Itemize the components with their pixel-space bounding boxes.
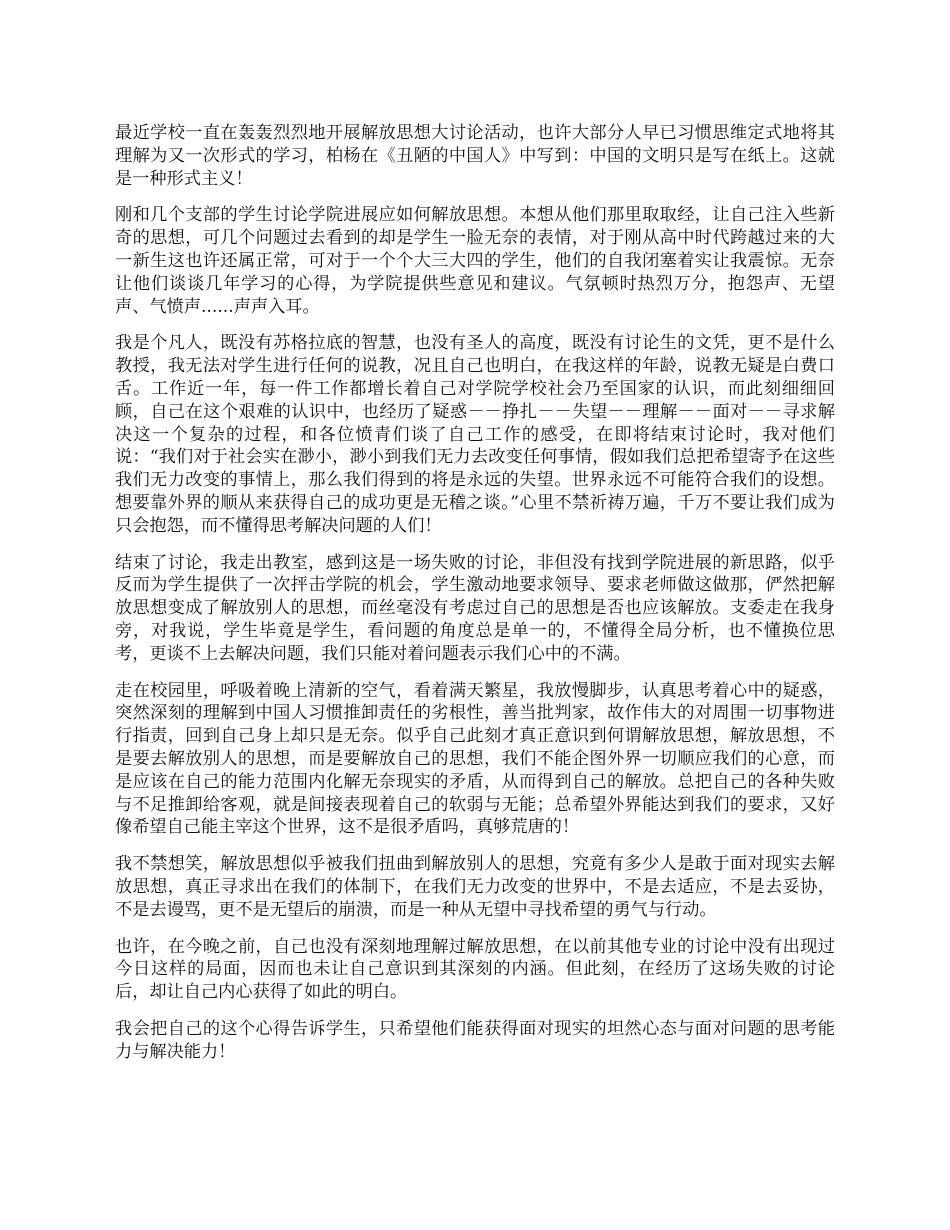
paragraph-6: 我不禁想笑，解放思想似乎被我们扭曲到解放别人的思想，究竟有多少人是敢于面对现实去解放思想，真正寻求出在我们的体制下，在我们无力改变的世界中，不是去适应，不是去妥协，不是去谩骂，更不是无望后的崩溃，而是一种从无望中寻找希望的勇气与行动。 [115,854,835,920]
document-body [115,122,835,1077]
paragraph-5: 走在校园里，呼吸着晚上清新的空气，看着满天繁星，我放慢脚步，认真思考着心中的疑惑，突然深刻的理解到中国人习惯推卸责任的劣根性，善当批判家，故作伟大的对周围一切事物进行指责，回到自己身上却只是无奈。似乎自己此刻才真正意识到何谓解放思想，解放思想，不是要去解放别人的思想，而是要解放自己的思想，我们不能企图外界一切顺应我们的心意，而是应该在自己的能力范围内化解无奈现实的矛盾，从而得到自己的解放。总把自己的各种失败与不足推卸给客观，就是间接表现着自己的软弱与无能；总希望外界能达到我们的要求，又好像希望自己能主宰这个世界，这不是很矛盾吗，真够荒唐的！ [115,680,835,838]
paragraph-4: 结束了讨论，我走出教室，感到这是一场失败的讨论，非但没有找到学院进展的新思路，似乎反而为学生提供了一次抨击学院的机会，学生激动地要求领导、要求老师做这做那，俨然把解放思想变成了解放别人的思想，而丝毫没有考虑过自己的思想是否也应该解放。支委走在我身旁，对我说，学生毕竟是学生，看问题的角度总是单一的，不懂得全局分析，也不懂换位思考，更谈不上去解决问题，我们只能对着问题表示我们心中的不满。 [115,552,835,664]
paragraph-1: 最近学校一直在轰轰烈烈地开展解放思想大讨论活动，也许大部分人早已习惯思维定式地将其理解为又一次形式的学习，柏杨在《丑陋的中国人》中写到：中国的文明只是写在纸上。这就是一种形式主义！ [115,123,835,189]
paragraph-7: 也许，在今晚之前，自己也没有深刻地理解过解放思想，在以前其他专业的讨论中没有出现过今日这样的局面，因而也未让自己意识到其深刻的内涵。但此刻，在经历了这场失败的讨论后，却让自己内心获得了如此的明白。 [115,936,835,1003]
paragraph-8: 我会把自己的这个心得告诉学生，只希望他们能获得面对现实的坦然心态与面对问题的思考能力与解决能力！ [115,1018,835,1062]
paragraph-3: 我是个凡人，既没有苏格拉底的智慧，也没有圣人的高度，既没有讨论生的文凭，更不是什么教授，我无法对学生进行任何的说教，况且自己也明白，在我这样的年龄，说教无疑是白费口舌。工作近一年，每一件工作都增长着自己对学院学校社会乃至国家的认识，而此刻细细回顾，自己在这个艰难的认识中，也经历了疑惑－－挣扎－－失望－－理解－－面对－－寻求解决这一个复杂的过程，和各位愤青们谈了自己工作的感受，在即将结束讨论时，我对他们说：“我们对于社会实在渺小，渺小到我们无力去改变任何事情，假如我们总把希望寄予在这些我们无力改变的事情上，那么我们得到的将是永远的失望。世界永远不可能符合我们的设想。想要靠外界的顺从来获得自己的成功更是无稽之谈。”心里不禁祈祷万遍，千万不要让我们成为只会抱怨，而不懂得思考解决问题的人们！ [115,333,835,536]
paragraph-2: 刚和几个支部的学生讨论学院进展应如何解放思想。本想从他们那里取取经，让自己注入些新奇的思想，可几个问题过去看到的却是学生一脸无奈的表情，对于刚从高中时代跨越过来的大一新生这也许还属正常，可对于一个个大三大四的学生，他们的自我闭塞着实让我震惊。无奈让他们谈谈几年学习的心得，为学院提供些意见和建议。气氛顿时热烈万分，抱怨声、无望声、气愤声......声声入耳。 [115,205,835,317]
